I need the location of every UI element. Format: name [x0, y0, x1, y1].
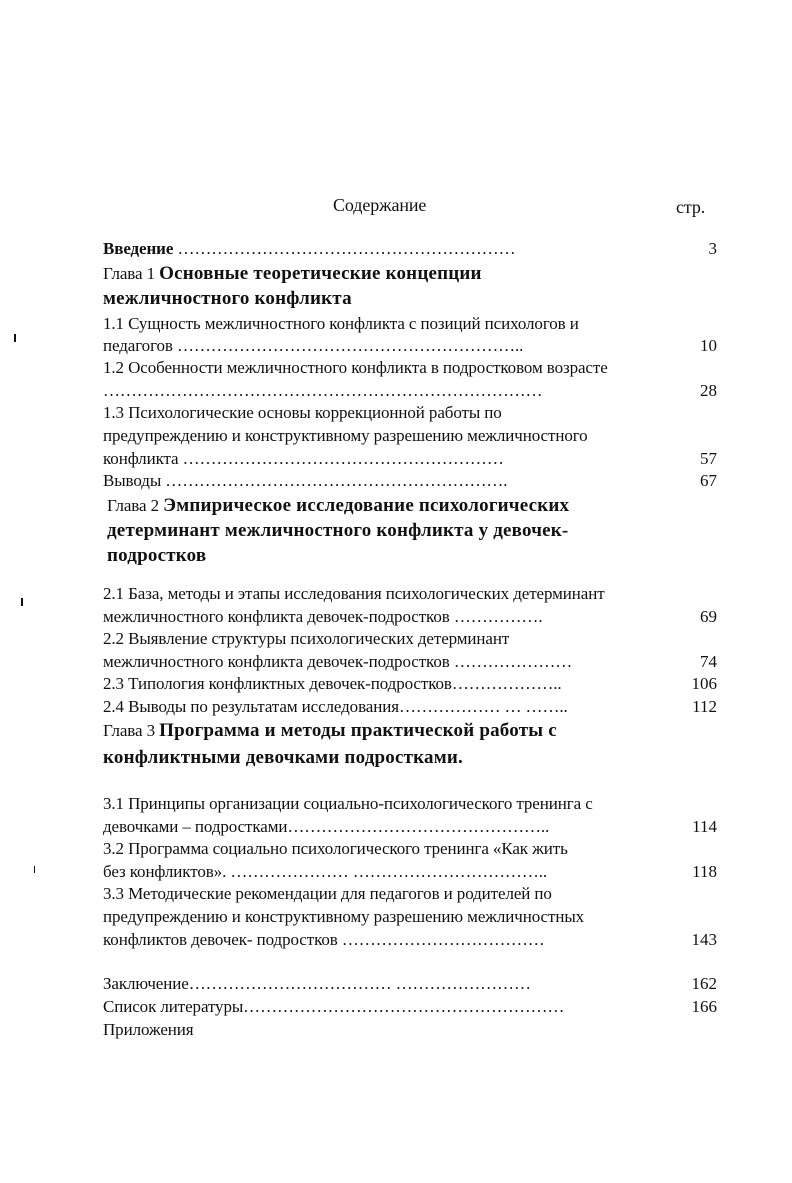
- toc-intro-page: 3: [708, 239, 717, 258]
- toc-1-3-line-2: предупреждению и конструктивному разрешению межличностного: [103, 426, 588, 445]
- chapter-3-title-line-2: конфликтными девочками подростками.: [103, 747, 463, 768]
- toc-2-1-line-2: межличностного конфликта девочек-подростков …………….: [103, 607, 543, 626]
- toc-conclusion-page: 162: [691, 974, 717, 993]
- chapter-3-title-line-1: Программа и методы практической работы с: [159, 720, 557, 741]
- toc-intro: [103, 238, 515, 260]
- toc-1-3-page: 57: [700, 449, 717, 468]
- chapter-3-heading: [103, 718, 557, 744]
- scan-mark: [14, 334, 16, 342]
- toc-2-3: 2.3 Типология конфликтных девочек-подростков………………..: [103, 674, 562, 693]
- toc-2-1-line-1: 2.1 База, методы и этапы исследования психологических детерминант: [103, 584, 605, 603]
- toc-1-1-page: 10: [700, 336, 717, 355]
- chapter-2-heading: [107, 493, 569, 519]
- toc-1-2-line-2: ……………………………………………………………………: [103, 381, 543, 400]
- scan-mark: [21, 598, 23, 606]
- toc-3-1-line-2: девочками – подростками………………………………………..: [103, 817, 550, 836]
- chapter-2-prefix: Глава 2: [107, 496, 164, 515]
- toc-3-1-page: 114: [692, 817, 717, 836]
- toc-3-2-page: 118: [692, 862, 717, 881]
- scan-mark: [34, 866, 35, 873]
- toc-3-1-line-1: 3.1 Принципы организации социально-психологического тренинга с: [103, 794, 593, 813]
- toc-1-1-line-1: 1.1 Сущность межличностного конфликта с позиций психологов и: [103, 314, 579, 333]
- chapter-2-title-line-3: подростков: [107, 545, 207, 566]
- toc-references-page: 166: [691, 997, 717, 1016]
- toc-3-3-line-3: конфликтов девочек- подростков ………………………………: [103, 930, 545, 949]
- chapter-2-title-line-2: детерминант межличностного конфликта у девочек-: [107, 520, 569, 541]
- toc-2-2-page: 74: [700, 652, 717, 671]
- page-title: Содержание: [333, 195, 427, 215]
- toc-1-3-line-3: конфликта …………………………………………………: [103, 449, 504, 468]
- toc-1-conclusions: Выводы …………………………………………………….: [103, 471, 508, 490]
- toc-intro-dots: ……………………………………………………: [173, 239, 516, 258]
- toc-1-3-line-1: 1.3 Психологические основы коррекционной работы по: [103, 403, 502, 422]
- toc-2-4: 2.4 Выводы по результатам исследования……………… … ……..: [103, 697, 568, 716]
- toc-references: Список литературы…………………………………………………: [103, 997, 565, 1016]
- toc-3-3-page: 143: [691, 930, 717, 949]
- chapter-3-prefix: Глава 3: [103, 721, 160, 740]
- toc-3-3-line-1: 3.3 Методические рекомендации для педагогов и родителей по: [103, 884, 552, 903]
- toc-conclusion: Заключение……………………………… ……………………: [103, 974, 531, 993]
- toc-2-2-line-2: межличностного конфликта девочек-подростков …………………: [103, 652, 573, 671]
- toc-appendix: Приложения: [103, 1020, 194, 1039]
- toc-1-2-line-1: 1.2 Особенности межличностного конфликта в подростковом возрасте: [103, 358, 608, 377]
- toc-1-2-page: 28: [700, 381, 717, 400]
- chapter-2-title-line-1: Эмпирическое исследование психологических: [163, 495, 570, 516]
- chapter-1-title-line-1: Основные теоретические концепции: [159, 263, 482, 284]
- chapter-1-prefix: Глава 1: [103, 264, 160, 283]
- toc-3-3-line-2: предупреждению и конструктивному разрешению межличностных: [103, 907, 585, 926]
- toc-2-3-page: 106: [691, 674, 717, 693]
- page-column-label: стр.: [676, 197, 706, 217]
- chapter-1-heading: [103, 261, 482, 287]
- toc-intro-label: Введение: [103, 239, 174, 258]
- toc-1-conclusions-page: 67: [700, 471, 717, 490]
- toc-3-2-line-2: без конфликтов». ………………… ……………………………..: [103, 862, 548, 881]
- toc-2-2-line-1: 2.2 Выявление структуры психологических детерминант: [103, 629, 510, 648]
- toc-2-1-page: 69: [700, 607, 717, 626]
- toc-3-2-line-1: 3.2 Программа социально психологического тренинга «Как жить: [103, 839, 568, 858]
- toc-1-1-line-2: педагогов ……………………………………………………..: [103, 336, 524, 355]
- toc-2-4-page: 112: [692, 697, 717, 716]
- chapter-1-title-line-2: межличностного конфликта: [103, 288, 352, 309]
